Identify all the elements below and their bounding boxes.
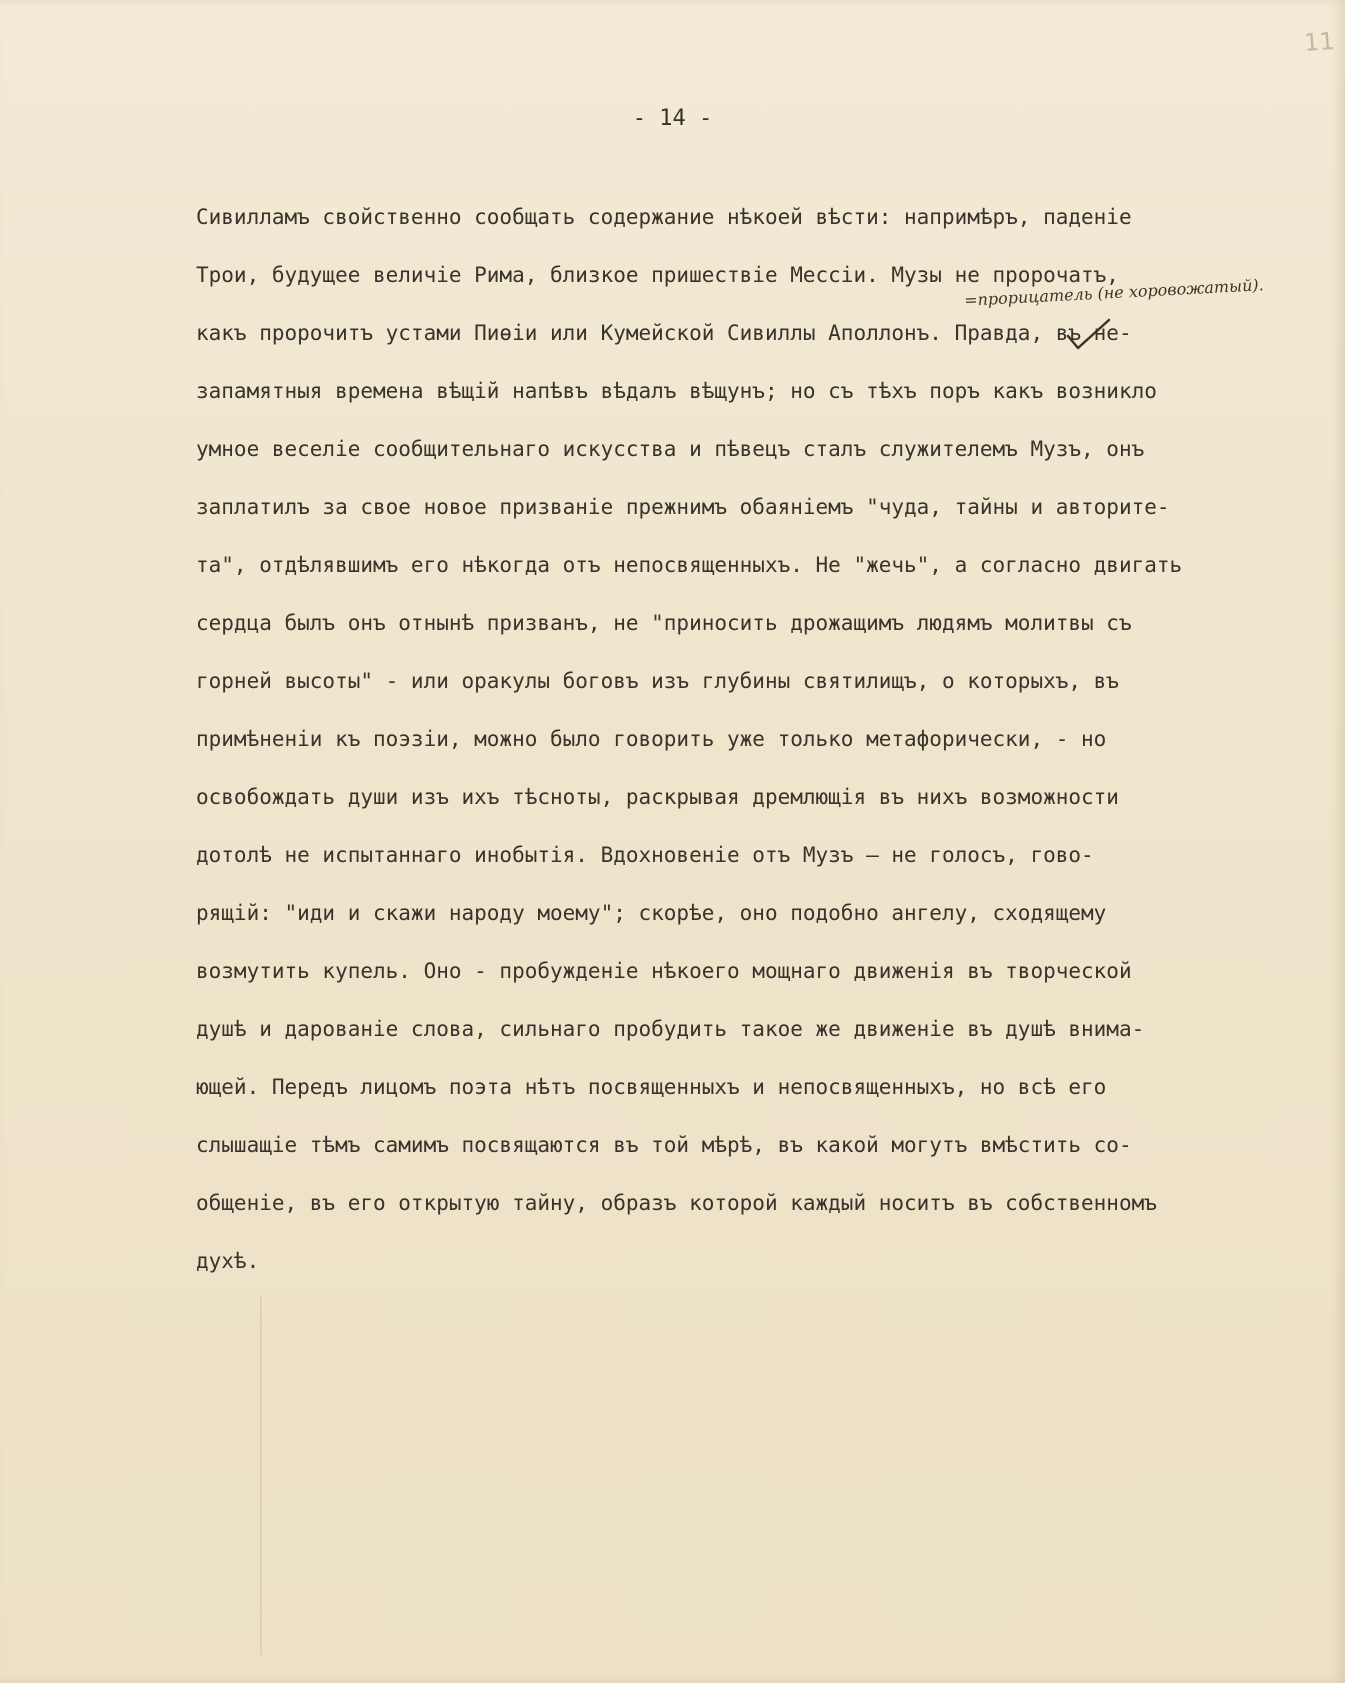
text-line: горней высоты" - или оракулы боговъ изъ глубины святилищъ, о которыхъ, въ — [196, 669, 1119, 693]
text-line: примѣненіи къ поэзіи, можно было говорить уже только метафорически, - но — [196, 727, 1107, 751]
text-line: какъ пророчитъ устами Пиѳіи или Кумейской Сивиллы Аполлонъ. Правда, въ не- — [196, 321, 1132, 345]
page-number: - 14 - — [632, 106, 713, 131]
text-line: сердца былъ онъ отнынѣ призванъ, не "приносить дрожащимъ людямъ молитвы съ — [196, 611, 1132, 635]
text-line: возмутить купель. Оно - пробужденіе нѣкоего мощнаго движенія въ творческой — [196, 959, 1132, 983]
text-line: духѣ. — [196, 1249, 260, 1273]
text-line: Сивилламъ свойственно сообщать содержание нѣкоей вѣсти: напримѣръ, паденіе — [196, 205, 1132, 229]
text-line: та", отдѣлявшимъ его нѣкогда отъ непосвященныхъ. Не "жечь", а согласно двигать — [196, 553, 1183, 577]
text-line: запамятныя времена вѣщій напѣвъ вѣдалъ вѣщунъ; но съ тѣхъ поръ какъ возникло — [196, 379, 1157, 403]
text-line: общеніе, въ его открытую тайну, образъ которой каждый носитъ въ собственномъ — [196, 1191, 1157, 1215]
typescript-body — [196, 188, 1328, 1290]
handwritten-annotation: =прорицатель (не хоровожатый). — [963, 275, 1265, 310]
text-line: освобождать души изъ ихъ тѣсноты, раскрывая дремлющія въ нихъ возможности — [196, 785, 1119, 809]
text-line: дотолѣ не испытаннаго инобытія. Вдохновеніе отъ Музъ — не голосъ, гово- — [196, 843, 1094, 867]
text-line: рящій: "иди и скажи народу моему"; скорѣе, оно подобно ангелу, сходящему — [196, 901, 1107, 925]
text-line: душѣ и дарованіе слова, сильнаго пробудить такое же движеніе въ душѣ внима- — [196, 1017, 1145, 1041]
text-line: заплатилъ за свое новое призваніе прежнимъ обаяніемъ "чуда, тайны и авторите- — [196, 495, 1170, 519]
text-line: ющей. Передъ лицомъ поэта нѣтъ посвященныхъ и непосвященныхъ, но всѣ его — [196, 1075, 1107, 1099]
text-line: Трои, будущее величіе Рима, близкое пришествіе Мессіи. Музы не пророчатъ, — [196, 263, 1119, 287]
paper-fold-shadow — [260, 1295, 262, 1655]
text-line: умное веселіе сообщительнаго искусства и пѣвецъ сталъ служителемъ Музъ, онъ — [196, 437, 1145, 461]
archive-page-number: 11 — [1303, 26, 1336, 58]
text-line: слышащіе тѣмъ самимъ посвящаются въ той мѣрѣ, въ какой могутъ вмѣстить со- — [196, 1133, 1132, 1157]
